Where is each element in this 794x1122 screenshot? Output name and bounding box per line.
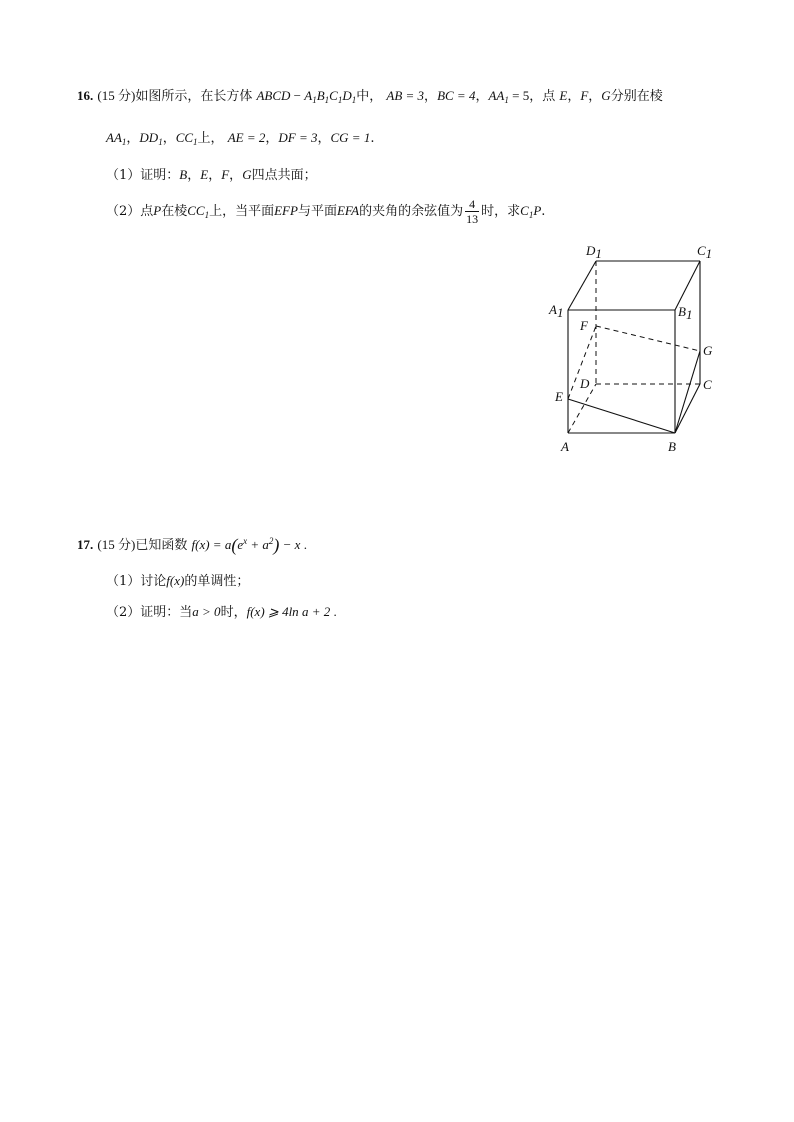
q16-part1-g: G [242, 167, 252, 182]
q16-part2-efp: EFP [274, 203, 298, 218]
q16-part2-cc1: $CC_1$ [187, 203, 210, 220]
q16-bc: BC = 4 [437, 88, 476, 103]
q16-solid-dash: − [290, 88, 305, 103]
q16-edge-aa1: $AA_1$ [106, 130, 127, 147]
q16-part2-when: 时，求 [481, 204, 521, 219]
q17-score: (15 分) [97, 537, 136, 552]
q17-number: 17. [77, 537, 94, 552]
q16-part2-c1p: $C_1P$ [520, 203, 542, 220]
q16-line-1: 16. (15 分)如图所示，在长方体 ABCD − $A_1B_1C_1D_1$中， AB = 3，BC = 4，$AA_1 = 5$，点 E，F，G分别在棱 [77, 88, 663, 105]
q16-part2-p: P [153, 203, 162, 218]
q16-solid-a1: $A_1B_1C_1D_1$ [304, 88, 357, 105]
q16-point-e: E [559, 88, 568, 103]
q16-intro: 如图所示，在长方体 [135, 89, 253, 104]
q16-aa1: $AA_1$ [488, 88, 509, 105]
q16-part-2 [106, 197, 545, 226]
q16-part1-tail: 四点共面； [251, 168, 317, 183]
q16-on-text: 上， [197, 131, 224, 146]
q16-solid-name: ABCD [256, 88, 291, 103]
fraction-numerator: 4 [465, 197, 479, 212]
q16-period: . [370, 131, 375, 146]
q16-points-text: ，点 [529, 89, 556, 104]
label-c: C [703, 377, 712, 392]
q16-part1-b: B [179, 167, 188, 182]
q16-in-text: 中， [356, 89, 383, 104]
label-g: G [703, 343, 713, 358]
q17-part1-tail: 的单调性； [184, 574, 250, 589]
q16-point-g: G [601, 88, 611, 103]
q16-ae: AE = 2 [227, 130, 266, 145]
q16-edge-cc1: $CC_1$ [175, 130, 198, 147]
q16-cosine-fraction [465, 197, 479, 226]
edge-a1-d1 [568, 261, 596, 310]
label-b1: B1 [678, 304, 693, 322]
q16-part1-e: E [200, 167, 209, 182]
label-d: D [580, 376, 590, 391]
q16-part2-efa: EFA [336, 203, 360, 218]
q16-point-f: F [580, 88, 589, 103]
label-b: B [668, 439, 676, 454]
q16-on-edges: 分别在棱 [610, 89, 663, 104]
edge-a-d-hidden [568, 384, 596, 433]
q17-part2-when: 时， [220, 605, 247, 620]
label-d1: D1 [586, 243, 602, 261]
q16-part2-period: . [541, 204, 546, 219]
q17-part1-label: （1）讨论 [106, 574, 167, 589]
q16-part2-on: 在棱 [161, 204, 188, 219]
q17-part2-label: （2）证明：当 [106, 605, 193, 620]
q16-part2-label: （2）点 [106, 204, 154, 219]
label-a: A [561, 439, 569, 454]
segment-f-g-hidden [596, 326, 700, 351]
q16-ab: AB = 3 [386, 88, 425, 103]
q17-part1-fx: f(x) [166, 573, 185, 588]
q16-score: (15 分) [97, 88, 136, 103]
edge-b1-c1 [675, 261, 700, 310]
q16-line-2: $AA_1$，$DD_1$，$CC_1$上， AE = 2，DF = 3，CG = 1. [106, 130, 375, 147]
q16-part1-f: F [221, 167, 230, 182]
label-c1: C1 [697, 243, 713, 261]
cuboid-figure [545, 238, 720, 458]
q16-part-1: （1）证明：B，E，F，G四点共面； [106, 167, 317, 183]
q17-part2-inequality: f(x) ⩾ 4ln a + 2 [246, 604, 331, 619]
q17-line-1: 17. (15 分)已知函数 $f(x) = a(e^x + a^2) - x$ . [77, 535, 307, 555]
q16-cg: CG = 1 [330, 130, 371, 145]
q16-part2-mid1: 上，当平面 [209, 204, 275, 219]
label-f: F [580, 318, 588, 333]
q16-part2-mid2: 的夹角的余弦值为 [359, 204, 464, 219]
q17-intro: 已知函数 [135, 538, 188, 553]
q16-number: 16. [77, 88, 94, 103]
q17-part-2: （2）证明：当a > 0时，f(x) ⩾ 4ln a + 2 . [106, 604, 337, 620]
q16-df: DF = 3 [278, 130, 318, 145]
q17-part-1 [106, 572, 249, 591]
fraction-denominator: 13 [466, 212, 479, 226]
label-a1: A1 [549, 302, 564, 320]
q16-edge-dd1: $DD_1$ [139, 130, 163, 147]
segment-e-b [568, 399, 675, 433]
q17-part2-cond: a > 0 [192, 604, 221, 619]
q17-function-def: $f(x) = a(e^x + a^2) - x$ [191, 535, 301, 555]
q16-part1-label: （1）证明： [106, 168, 180, 183]
q16-part2-with: 与平面 [297, 204, 337, 219]
label-e: E [555, 389, 563, 404]
q16-aa1-val: = 5 [508, 88, 530, 103]
